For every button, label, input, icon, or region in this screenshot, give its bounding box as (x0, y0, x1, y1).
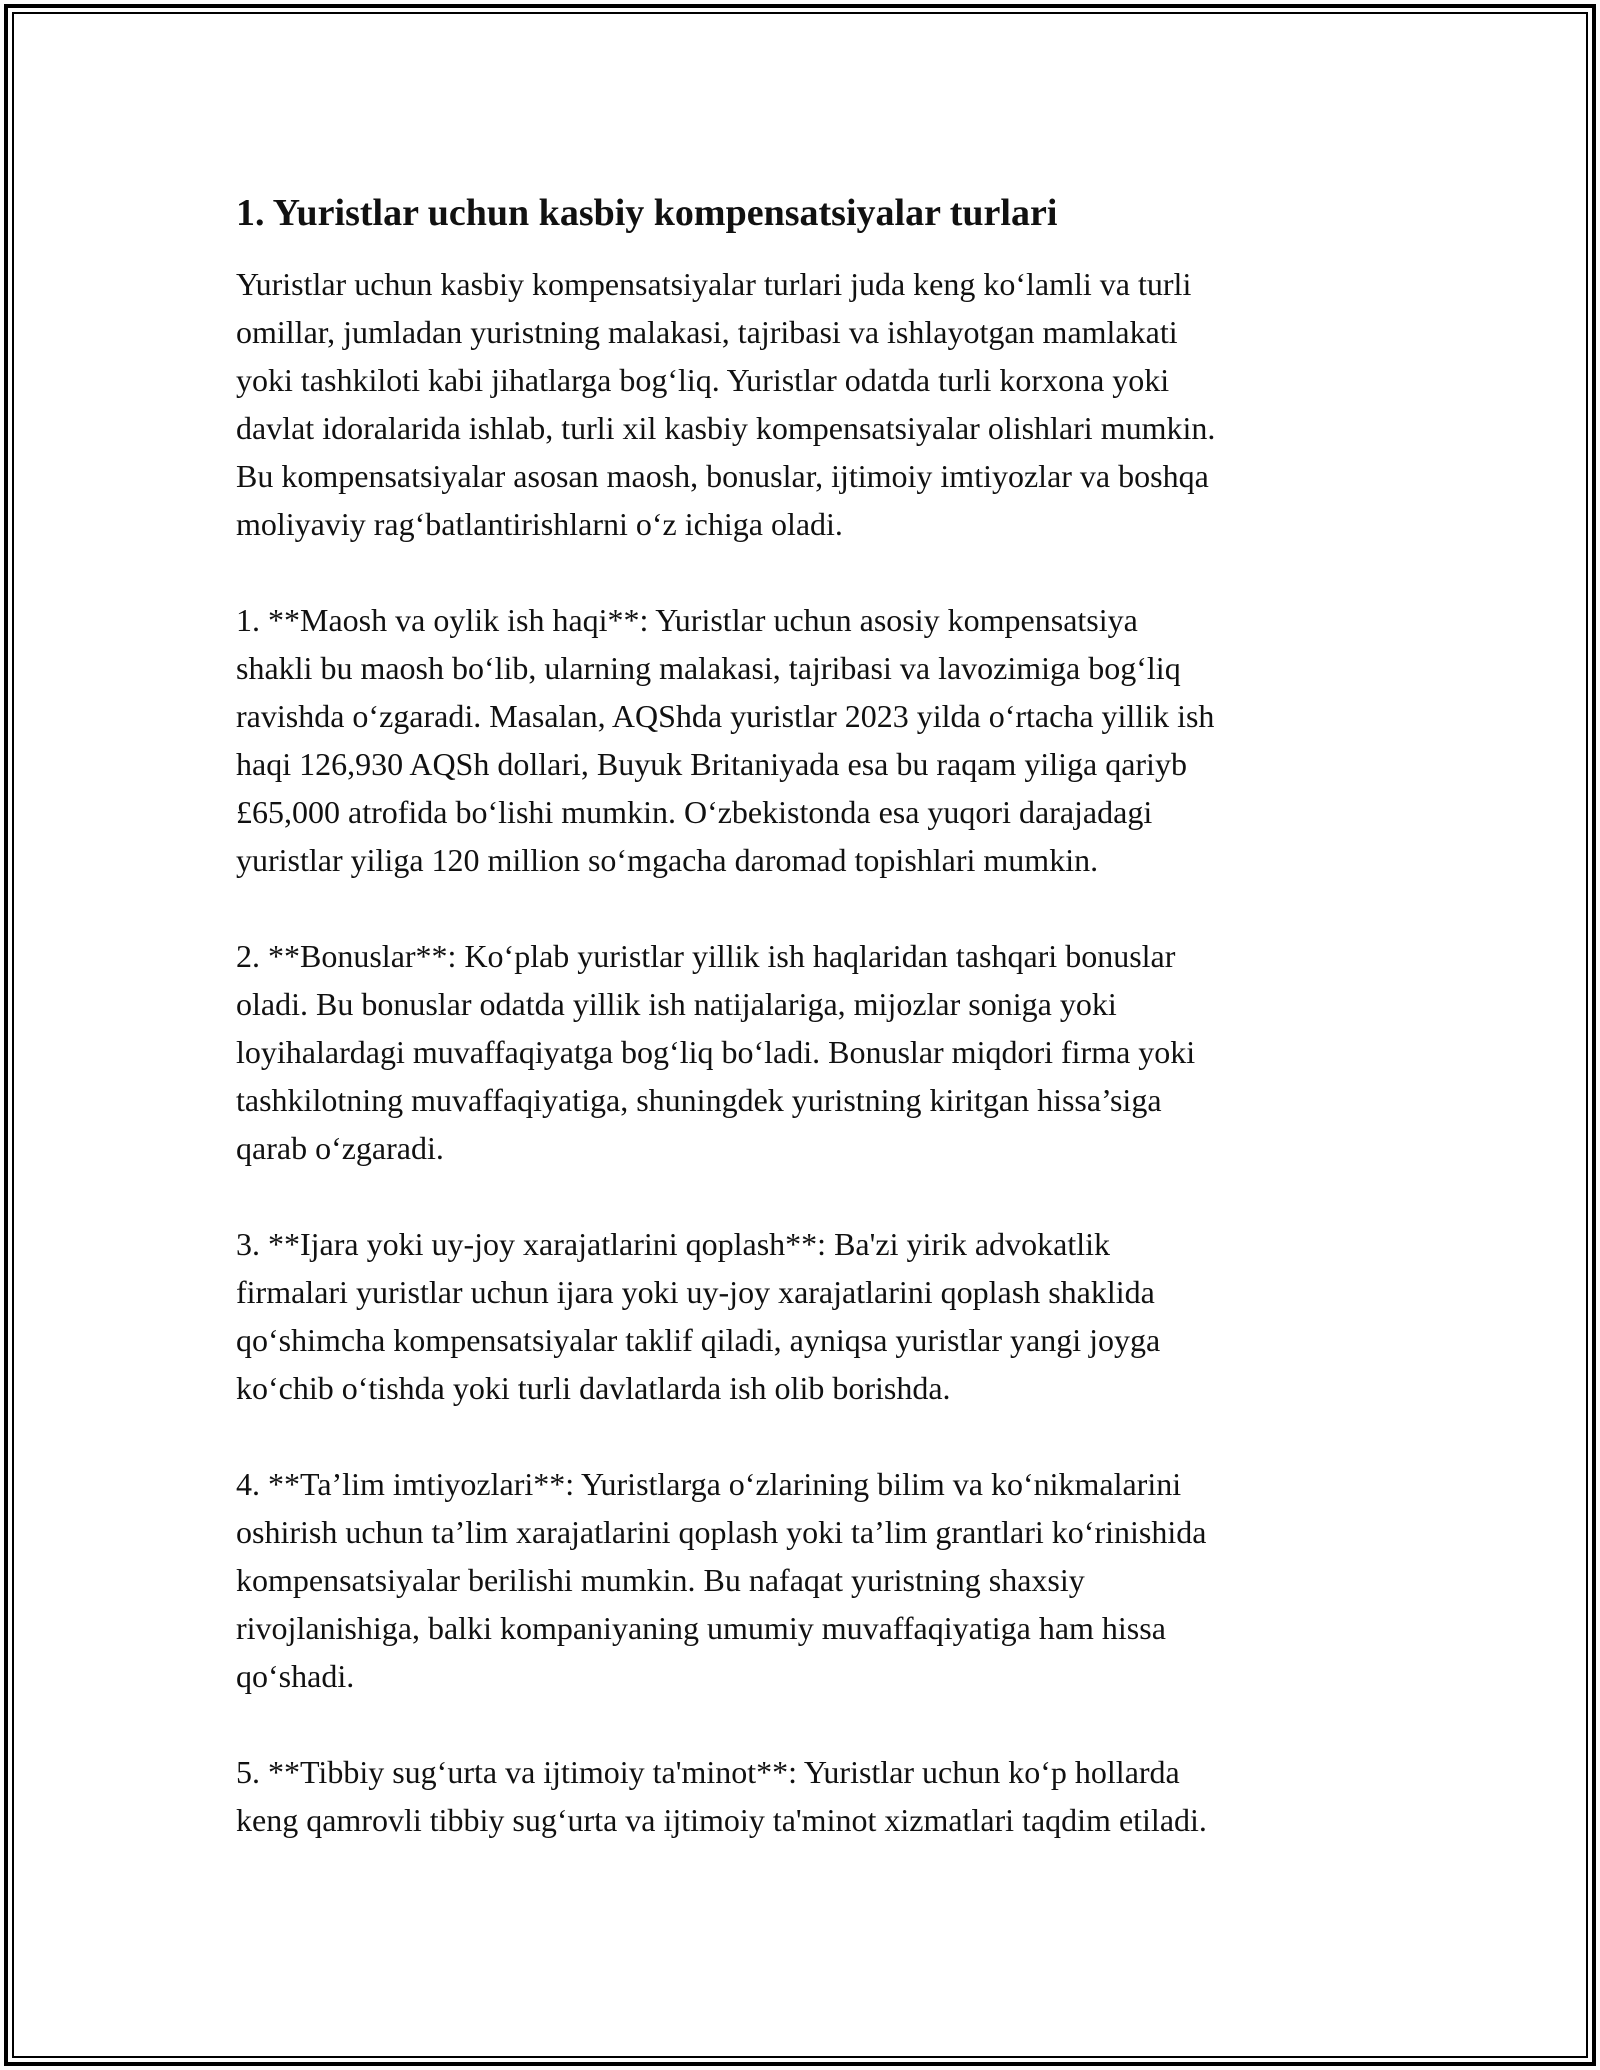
list-item-education: 4. **Ta’lim imtiyozlari**: Yuristlarga o‘zlarining bilim va ko‘nikmalarini oshirish uchun ta’lim xarajatlarini qoplash yoki ta’lim grantlari ko‘rinishida kompensatsiyalar berilishi mumkin. Bu nafaqat yuristning shaxsiy rivojlanishiga, balki kompaniyaning umumiy muvaffaqiyatiga ham hissa qo‘shadi. (236, 1466, 1207, 1694)
intro-paragraph: Yuristlar uchun kasbiy kompensatsiyalar turlari juda keng ko‘lamli va turli omillar, jumladan yuristning malakasi, tajribasi va ishlayotgan mamlakati yoki tashkiloti kabi jihatlarga bog‘liq. Yuristlar odatda turli korxona yoki davlat idoralarida ishlab, turli xil kasbiy kompensatsiyalar olishlari mumkin. Bu kompensatsiyalar asosan maosh, bonuslar, ijtimoiy imtiyozlar va boshqa moliyaviy rag‘batlantirishlarni o‘z ichiga oladi. (236, 266, 1216, 542)
list-item-salary: 1. **Maosh va oylik ish haqi**: Yuristlar uchun asosiy kompensatsiya shakli bu maosh bo‘lib, ularning malakasi, tajribasi va lavozimiga bog‘liq ravishda o‘zgaradi. Masalan, AQShda yuristlar 2023 yilda o‘rtacha yillik ish haqi 126,930 AQSh dollari, Buyuk Britaniyada esa bu raqam yiliga qariyb £65,000 atrofida bo‘lishi mumkin. O‘zbekistonda esa yuqori darajadagi yuristlar yiliga 120 million so‘mgacha daromad topishlari mumkin. (236, 602, 1215, 878)
list-item-housing: 3. **Ijara yoki uy-joy xarajatlarini qoplash**: Ba'zi yirik advokatlik firmalari yuristlar uchun ijara yoki uy-joy xarajatlarini qoplash shaklida qo‘shimcha kompensatsiyalar taklif qiladi, ayniqsa yuristlar yangi joyga ko‘chib o‘tishda yoki turli davlatlarda ish olib borishda. (236, 1226, 1161, 1406)
document-body (236, 185, 1366, 1844)
document-title: 1. Yuristlar uchun kasbiy kompensatsiyalar turlari (236, 192, 1058, 234)
list-item-bonuses: 2. **Bonuslar**: Ko‘plab yuristlar yillik ish haqlaridan tashqari bonuslar oladi. Bu bonuslar odatda yillik ish natijalariga, mijozlar soniga yoki loyihalardagi muvaffaqiyatga bog‘liq bo‘ladi. Bonuslar miqdori firma yoki tashkilotning muvaffaqiyatiga, shuningdek yuristning kiritgan hissa’siga qarab o‘zgaradi. (236, 938, 1196, 1166)
list-item-insurance: 5. **Tibbiy sug‘urta va ijtimoiy ta'minot**: Yuristlar uchun ko‘p hollarda keng qamrovli tibbiy sug‘urta va ijtimoiy ta'minot xizmatlari taqdim etiladi. (236, 1754, 1207, 1838)
